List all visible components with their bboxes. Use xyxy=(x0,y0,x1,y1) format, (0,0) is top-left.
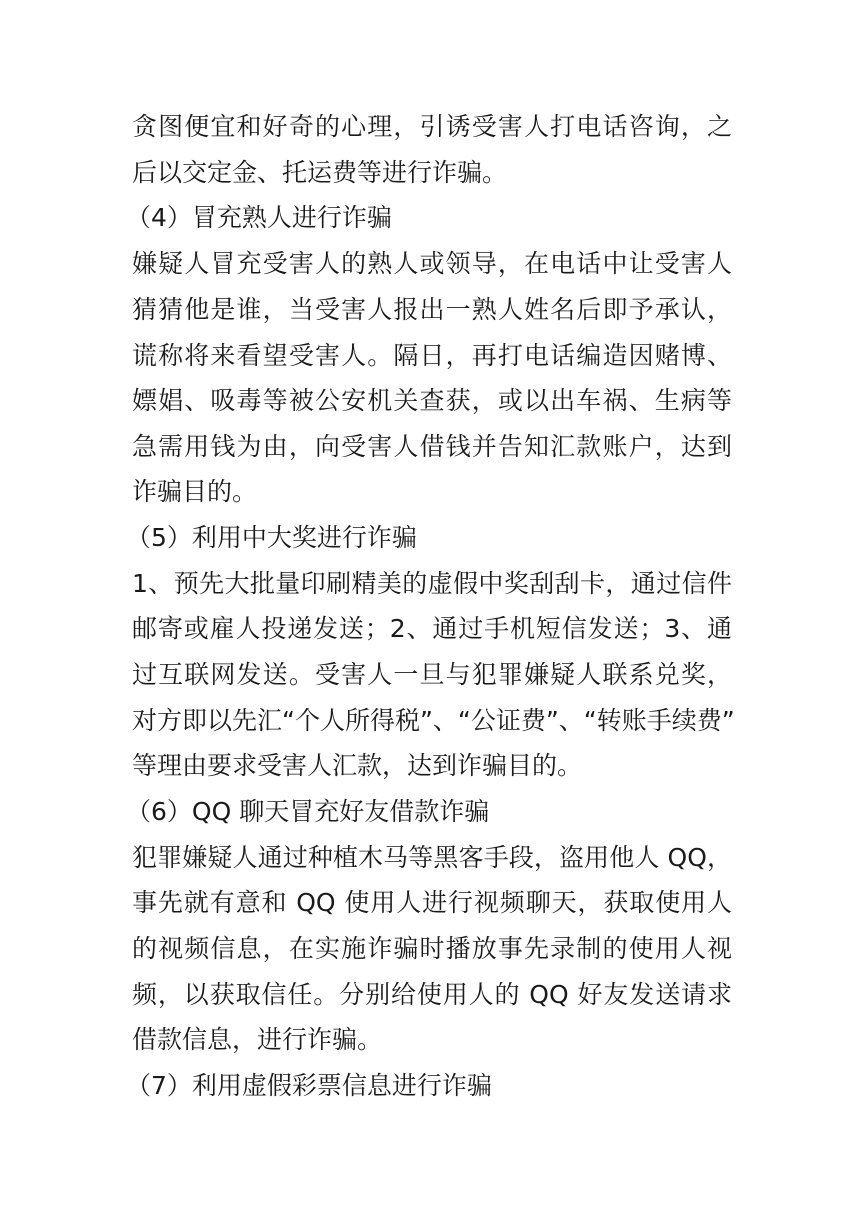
text-line: 事先就有意和 QQ 使用人进行视频聊天，获取使用人 xyxy=(132,888,732,917)
text-line: 1、预先大批量印刷精美的虚假中奖刮刮卡，通过信件 xyxy=(132,569,732,598)
section-heading: （7）利用虚假彩票信息进行诈骗 xyxy=(126,1071,492,1100)
text-line: 的视频信息，在实施诈骗时播放事先录制的使用人视 xyxy=(132,934,732,963)
text-line: 猜猜他是谁，当受害人报出一熟人姓名后即予承认， xyxy=(132,295,732,324)
section-heading: （5）利用中大奖进行诈骗 xyxy=(126,523,417,552)
text-line: 诈骗目的。 xyxy=(132,477,258,506)
text-line: 频，以获取信任。分别给使用人的 QQ 好友发送请求 xyxy=(132,980,732,1009)
text-line: 贪图便宜和好奇的心理，引诱受害人打电话咨询，之 xyxy=(132,112,732,141)
text-line: 借款信息，进行诈骗。 xyxy=(132,1025,383,1054)
text-line: 后以交定金、托运费等进行诈骗。 xyxy=(132,158,508,187)
text-line: 对方即以先汇“个人所得税”、“公证费”、“转账手续费” xyxy=(132,706,735,735)
section-heading: （6）QQ 聊天冒充好友借款诈骗 xyxy=(126,797,490,826)
section-heading: （4）冒充熟人进行诈骗 xyxy=(126,203,392,232)
text-line: 嫖娼、吸毒等被公安机关查获，或以出车祸、生病等 xyxy=(132,386,732,415)
text-line: 谎称将来看望受害人。隔日，再打电话编造因赌博、 xyxy=(132,341,732,370)
text-line: 急需用钱为由，向受害人借钱并告知汇款账户，达到 xyxy=(132,432,732,461)
text-line: 等理由要求受害人汇款，达到诈骗目的。 xyxy=(132,751,583,780)
text-line: 犯罪嫌疑人通过种植木马等黑客手段，盗用他人 QQ， xyxy=(132,843,732,872)
text-line: 过互联网发送。受害人一旦与犯罪嫌疑人联系兑奖， xyxy=(132,660,732,689)
text-line: 邮寄或雇人投递发送；2、通过手机短信发送；3、通 xyxy=(132,614,732,643)
text-line: 嫌疑人冒充受害人的熟人或领导，在电话中让受害人 xyxy=(132,249,732,278)
